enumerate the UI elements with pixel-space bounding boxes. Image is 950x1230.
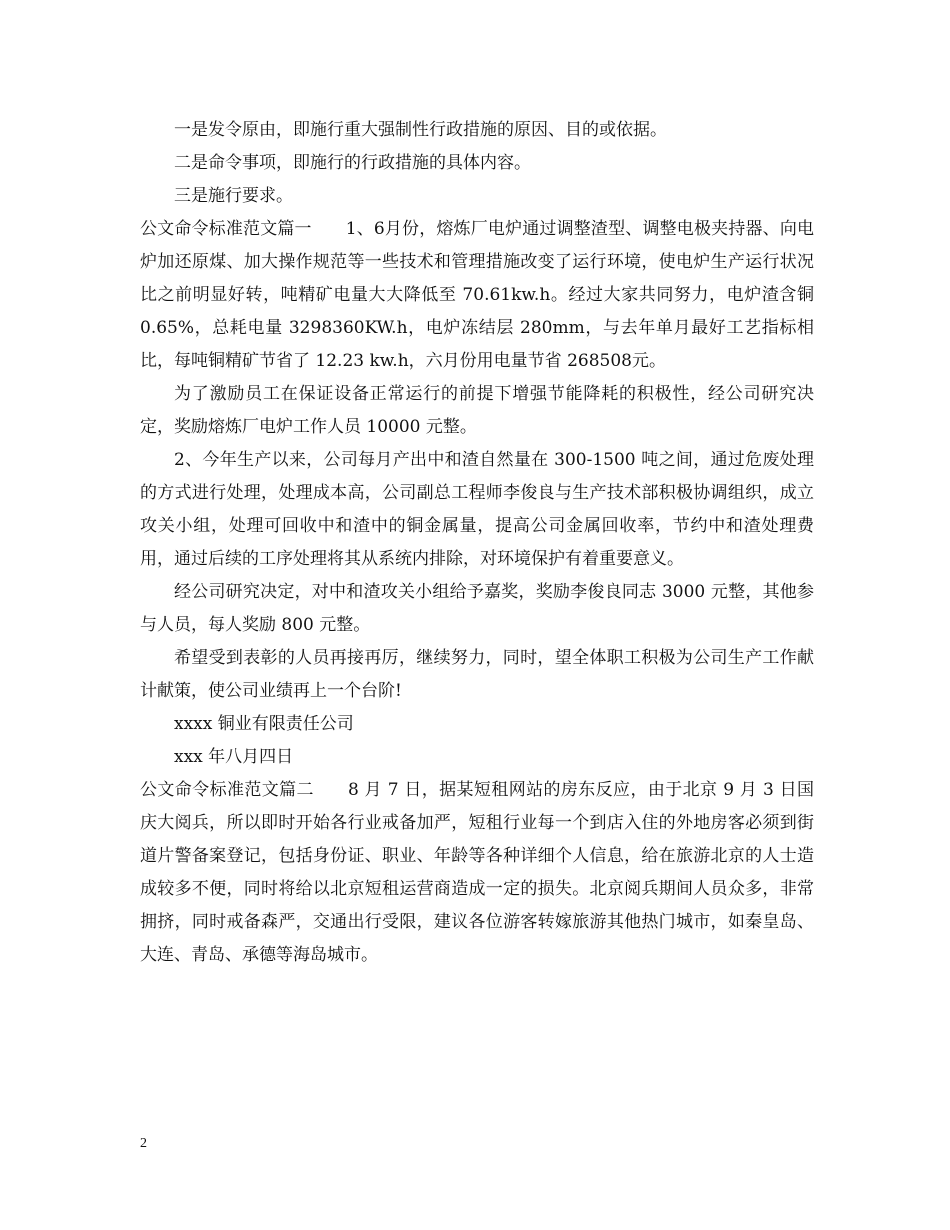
section-heading-2: 公文命令标准范文篇二 xyxy=(140,780,314,800)
paragraph-1: 一是发令原由，即施行重大强制性行政措施的原因、目的或依据。 xyxy=(174,120,667,140)
company-signature: xxxx 铜业有限责任公司 xyxy=(174,714,354,734)
paragraph-6: 2、今年生产以来，公司每月产出中和渣自然量在 300-1500 吨之间，通过危废处理的方式进行处理，处理成本高，公司副总工程师李俊良与生产技术部积极协调组织，成立攻关小组，处理可回收中和渣中的铜金属量，提高公司金属回收率，节约中和渣处理费用，通过后续的工序处理将其从系统内排除，对环境保护有着重要意义。 xyxy=(140,450,814,569)
signature-date: xxx 年八月四日 xyxy=(174,747,294,767)
paragraph-2: 二是命令事项，即施行的行政措施的具体内容。 xyxy=(174,153,531,173)
section-heading-1: 公文命令标准范文篇一 xyxy=(140,219,312,239)
paragraph-4 xyxy=(140,213,814,378)
paragraph-4-text: 1、6月份，熔炼厂电炉通过调整渣型、调整电极夹持器、向电炉加还原煤、加大操作规范等一些技术和管理措施改变了运行环境，使电炉生产运行状况比之前明显好转，吨精矿电量大大降低至 70.61kw.h。经过大家共同努力，电炉渣含铜 0.65%，总耗电量 3298360KW.h，电炉冻结层 280mm，与去年单月最好工艺指标相比，每吨铜精矿节省了 12.23 kw.h，六月份用电量节省 268508元。 xyxy=(140,219,814,371)
paragraph-3: 三是施行要求。 xyxy=(174,186,293,206)
paragraph-8: 希望受到表彰的人员再接再厉，继续努力，同时，望全体职工积极为公司生产工作献计献策，使公司业绩再上一个台阶! xyxy=(140,648,814,701)
paragraph-5: 为了激励员工在保证设备正常运行的前提下增强节能降耗的积极性，经公司研究决定，奖励熔炼厂电炉工作人员 10000 元整。 xyxy=(140,384,814,437)
paragraph-11 xyxy=(140,774,814,972)
document-body xyxy=(140,114,814,972)
paragraph-7: 经公司研究决定，对中和渣攻关小组给予嘉奖，奖励李俊良同志 3000 元整，其他参与人员，每人奖励 800 元整。 xyxy=(140,582,814,635)
paragraph-11-text: 8 月 7 日，据某短租网站的房东反应，由于北京 9 月 3 日国庆大阅兵，所以即时开始各行业戒备加严，短租行业每一个到店入住的外地房客必须到街道片警备案登记，包括身份证、职业、年龄等各种详细个人信息，给在旅游北京的人士造成较多不便，同时将给以北京短租运营商造成一定的损失。北京阅兵期间人员众多，非常拥挤，同时戒备森严，交通出行受限，建议各位游客转嫁旅游其他热门城市，如秦皇岛、大连、青岛、承德等海岛城市。 xyxy=(140,780,815,965)
page-number: 2 xyxy=(140,1136,147,1151)
